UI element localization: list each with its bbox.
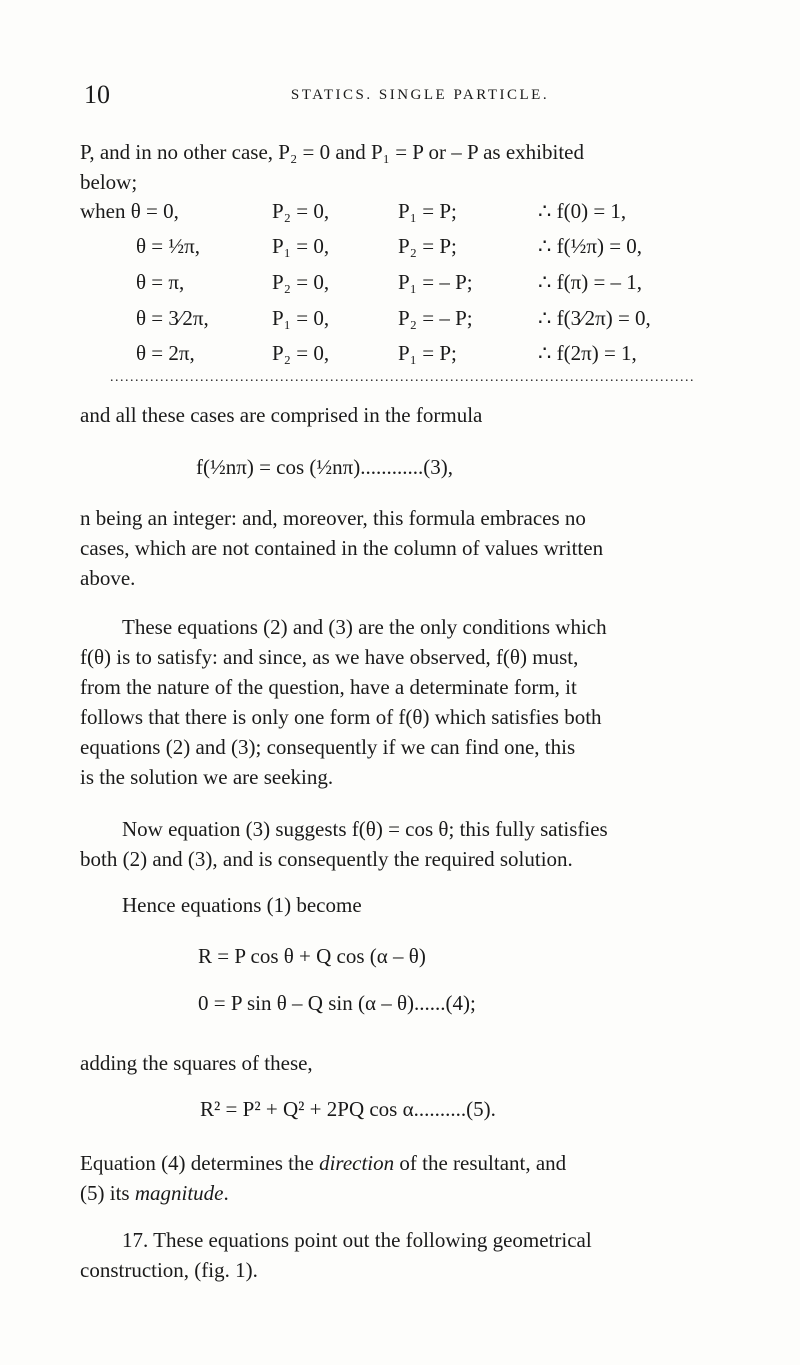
para-eq-line-2: f(θ) is to satisfy: and since, as we have observed, f(θ) must, xyxy=(80,645,579,669)
formula-intro: and all these cases are comprised in the formula xyxy=(80,403,483,427)
para-dir-line-1 xyxy=(80,1148,766,1178)
paragraph-conditions xyxy=(80,612,766,792)
formula-3: f(½nπ) = cos (½nπ)............(3), xyxy=(196,455,453,479)
dotted-rule: ..................................................................................................................... xyxy=(110,370,695,385)
table-row-5-fvalue: ∴ f(2π) = 1, xyxy=(538,341,637,365)
para-eq-line-1: These equations (2) and (3) are the only conditions which xyxy=(122,615,607,639)
table-row-1-pvalue: P₁ = P; xyxy=(398,199,457,223)
table-row-5-pvalue: P₁ = P; xyxy=(398,341,457,365)
paragraph-n-integer xyxy=(80,503,766,593)
para-eq-line-5: equations (2) and (3); consequently if we can find one, this xyxy=(80,735,576,759)
table-row-1-theta: when θ = 0, xyxy=(80,199,179,223)
table-row-3-fvalue: ∴ f(π) = – 1, xyxy=(538,270,643,294)
adding-line: adding the squares of these, xyxy=(80,1051,313,1075)
equation-4: 0 = P sin θ – Q sin (α – θ)......(4); xyxy=(198,991,476,1015)
table-row-4-fvalue: ∴ f(3⁄2π) = 0, xyxy=(538,306,651,330)
running-head: STATICS. SINGLE PARTICLE. xyxy=(290,87,550,103)
para-n-line-2: cases, which are not contained in the column of values written xyxy=(80,536,604,560)
table-row-4-pzero: P₁ = 0, xyxy=(272,306,330,330)
hence-line: Hence equations (1) become xyxy=(122,893,362,917)
section-number-17: 17. xyxy=(122,1228,149,1252)
table-row-4-theta: θ = 3⁄2π, xyxy=(136,306,209,330)
equation-5: R² = P² + Q² + 2PQ cos α..........(5). xyxy=(200,1097,496,1121)
intro-line-2: below; xyxy=(80,170,138,194)
para-eq-line-4: follows that there is only one form of f(θ) which satisfies both xyxy=(80,705,602,729)
equation-R: R = P cos θ + Q cos (α – θ) xyxy=(198,944,426,968)
intro-paragraph xyxy=(80,137,766,197)
para-dir-text-d: . xyxy=(223,1181,229,1205)
para-dir-text-b: of the resultant, and xyxy=(394,1151,567,1175)
para-n-line-3: above. xyxy=(80,566,136,590)
table-row-5-theta: θ = 2π, xyxy=(136,341,195,365)
intro-line-1: P, and in no other case, P₂ = 0 and P₁ = P or – P as exhibited xyxy=(80,140,584,164)
para-eq-line-3: from the nature of the question, have a determinate form, it xyxy=(80,675,577,699)
page-header xyxy=(80,80,760,110)
table-row-3-pzero: P₂ = 0, xyxy=(272,270,330,294)
para-17-line-2: construction, (fig. 1). xyxy=(80,1258,258,1282)
paragraph-direction xyxy=(80,1148,766,1208)
table-row-1-fvalue: ∴ f(0) = 1, xyxy=(538,199,627,223)
para-dir-text-a: Equation (4) determines the xyxy=(80,1151,320,1175)
para-17-text-1: These equations point out the following geometrical xyxy=(153,1228,592,1252)
para-17-line-1 xyxy=(80,1225,766,1255)
table-row-3-theta: θ = π, xyxy=(136,270,185,294)
table-row-3-pvalue: P₁ = – P; xyxy=(398,270,473,294)
table-row-5-pzero: P₂ = 0, xyxy=(272,341,330,365)
table-row-2-theta: θ = ½π, xyxy=(136,234,201,258)
table-row-2-fvalue: ∴ f(½π) = 0, xyxy=(538,234,643,258)
para-dir-line-2 xyxy=(80,1178,766,1208)
para-eq-line-6: is the solution we are seeking. xyxy=(80,765,334,789)
para-now-line-2: both (2) and (3), and is consequently the required solution. xyxy=(80,847,573,871)
paragraph-now xyxy=(80,814,766,874)
page-number: 10 xyxy=(84,80,110,109)
table-row-1-pzero: P₂ = 0, xyxy=(272,199,330,223)
paragraph-17 xyxy=(80,1225,766,1285)
table-row-2-pvalue: P₂ = P; xyxy=(398,234,457,258)
para-now-line-1: Now equation (3) suggests f(θ) = cos θ; this fully satisfies xyxy=(122,817,608,841)
para-dir-text-c: (5) its xyxy=(80,1181,135,1205)
para-dir-emphasis-direction: direction xyxy=(319,1151,395,1175)
table-row-2-pzero: P₁ = 0, xyxy=(272,234,330,258)
table-row-4-pvalue: P₂ = – P; xyxy=(398,306,473,330)
para-n-line-1: n being an integer: and, moreover, this formula embraces no xyxy=(80,506,586,530)
para-dir-emphasis-magnitude: magnitude xyxy=(134,1181,224,1205)
